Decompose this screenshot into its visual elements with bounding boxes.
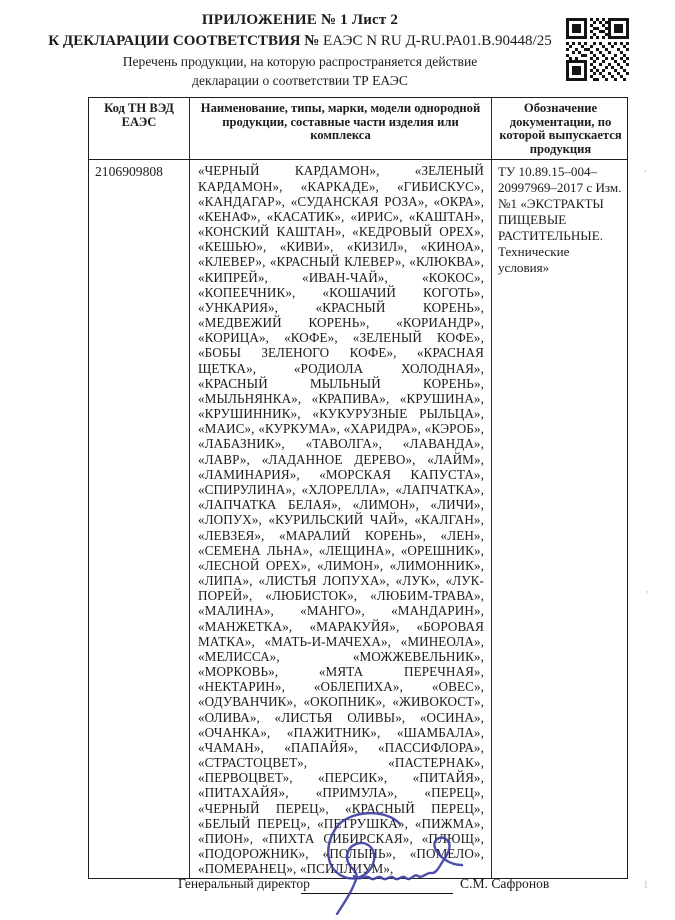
products-list: [189, 160, 491, 878]
header-code-column: Код ТН ВЭД ЕАЭС: [104, 101, 174, 129]
products-table: [88, 97, 628, 879]
documentation-reference: ТУ 10.89.15–004– 20997969–2017 с Изм. №1 «ЭКСТРАКТЫ ПИЩЕВЫЕ РАСТИТЕЛЬНЫЕ. Технические условия»: [491, 160, 629, 878]
scan-speck: 1: [643, 879, 649, 891]
scan-speck: ,: [644, 162, 647, 174]
header-products-column: Наименование, типы, марки, модели однородной продукции, составные части изделия или комплекса: [189, 98, 491, 159]
table-row: [89, 160, 627, 878]
document-header: [20, 10, 580, 90]
declaration-label: К ДЕКЛАРАЦИИ СООТВЕТСТВИЯ №: [48, 33, 320, 49]
declaration-description: Перечень продукции, на которую распространяется действие декларации о соответствии ТР ЕАЭС: [122, 54, 478, 88]
declaration-number: ЕАЭС N RU Д-RU.РА01.В.90448/25: [323, 33, 552, 49]
header-documentation-column: Обозначение документации, по которой выпускается продукция: [491, 98, 629, 159]
scan-speck: ,: [646, 583, 649, 595]
declaration-title: [20, 31, 580, 51]
tnved-code: 2106909808: [95, 164, 163, 180]
signer-name: С.М. Сафронов: [460, 876, 550, 891]
qr-code-icon: [566, 18, 629, 81]
products-text: «ЧЕРНЫЙ КАРДАМОН», «ЗЕЛЕНЫЙ КАРДАМОН», «КАРКАДЕ», «ГИБИСКУС», «КАНДАГАР», «СУДАНСКАЯ РОЗА», «ОКРА», «КЕНАФ», «КАСАТИК», «ИРИС», «КАШТАН», «КОНСКИЙ КАШТАН», «КЕДРОВЫЙ ОРЕХ», «КЕШЬЮ», «КИВИ», «КИЗИЛ», «КИНОА», «КЛЕВЕР», «КРАСНЫЙ КЛЕВЕР», «КЛЮКВА», «КИПРЕЙ», «ИВАН-ЧАЙ», «КОКОС», «КОПЕЕЧНИК», «КОШАЧИЙ КОГОТЬ», «УНКАРИЯ», «КРАСНЫЙ КОРЕНЬ», «МЕДВЕЖИЙ КОРЕНЬ», «КОРИАНДР», «КОРИЦА», «КОФЕ», «ЗЕЛЕНЫЙ КОФЕ», «БОБЫ ЗЕЛЕНОГО КОФЕ», «КРАСНАЯ ЩЕТКА», «РОДИОЛА ХОЛОДНАЯ», «КРАСНЫЙ МЫЛЬНЫЙ КОРЕНЬ», «МЫЛЬНЯНКА», «КРАПИВА», «КРУШИНА», «КРУШИННИК», «КУКУРУЗНЫЕ РЫЛЬЦА», «МАИС», «КУРКУМА», «ХАРИДРА», «КЭРОБ», «ЛАБАЗНИК», «ТАВОЛГА», «ЛАВАНДА», «ЛАВР», «ЛАДАННОЕ ДЕРЕВО», «ЛАЙМ», «ЛАМИНАРИЯ», «МОРСКАЯ КАПУСТА», «СПИРУЛИНА», «ХЛОРЕЛЛА», «ЛАПЧАТКА», «ЛАПЧАТКА БЕЛАЯ», «ЛИМОН», «ЛИЧИ», «ЛОПУХ», «КУРИЛЬСКИЙ ЧАЙ», «КАЛГАН», «ЛЕВЗЕЯ», «МАРАЛИЙ КОРЕНЬ», «ЛЕН», «СЕМЕНА ЛЬНА», «ЛЕЩИНА», «ОРЕШНИК», «ЛЕСНОЙ ОРЕХ», «ЛИМОН», «ЛИМОННИК», «ЛИПА», «ЛИСТЬЯ ЛОПУХА», «ЛУК», «ЛУК-ПОРЕЙ», «ЛЮБИСТОК», «ЛЮБИМ-ТРАВА», «МАЛИНА», «МАНГО», «МАНДАРИН», «МАНЖЕТКА», «МАРАКУЙЯ», «БОРОВАЯ МАТКА», «МАТЬ-И-МАЧЕХА», «МИНЕОЛА», «МЕЛИССА», «МОЖЖЕВЕЛЬНИК», «МОРКОВЬ», «МЯТА ПЕРЕЧНАЯ», «НЕКТАРИН», «ОБЛЕПИХА», «ОВЕС», «ОДУВАНЧИК», «ОКОПНИК», «ЖИВОКОСТ», «ОЛИВА», «ЛИСТЬЯ ОЛИВЫ», «ОСИНА», «ОЧАНКА», «ПАЖИТНИК», «ШАМБАЛА», «ЧАМАН», «ПАПАЙЯ», «ПАССИФЛОРА», «СТРАСТОЦВЕТ», «ПАСТЕРНАК», «ПЕРВОЦВЕТ», «ПЕРСИК», «ПИТАЙЯ», «ПИТАХАЙЯ», «ПРИМУЛА», «ПЕРЕЦ», «ЧЕРНЫЙ ПЕРЕЦ», «КРАСНЫЙ ПЕРЕЦ», «БЕЛЫЙ ПЕРЕЦ», «ПЕТРУШКА», «ПИЖМА», «ПИОН», «ПИХТА СИБИРСКАЯ», «ПЛЮЩ», «ПОДОРОЖНИК», «ПОЛЫНЬ», «ПОМЕЛО», «ПОМЕРАНЕЦ», «ПСИЛЛИУМ»: [198, 163, 484, 877]
table-header-row: [89, 98, 627, 160]
director-label: Генеральный директор: [178, 876, 310, 891]
page-title: ПРИЛОЖЕНИЕ № 1 Лист 2: [201, 12, 399, 28]
products-tail: ,: [390, 861, 394, 877]
handwritten-signature: [296, 810, 486, 920]
